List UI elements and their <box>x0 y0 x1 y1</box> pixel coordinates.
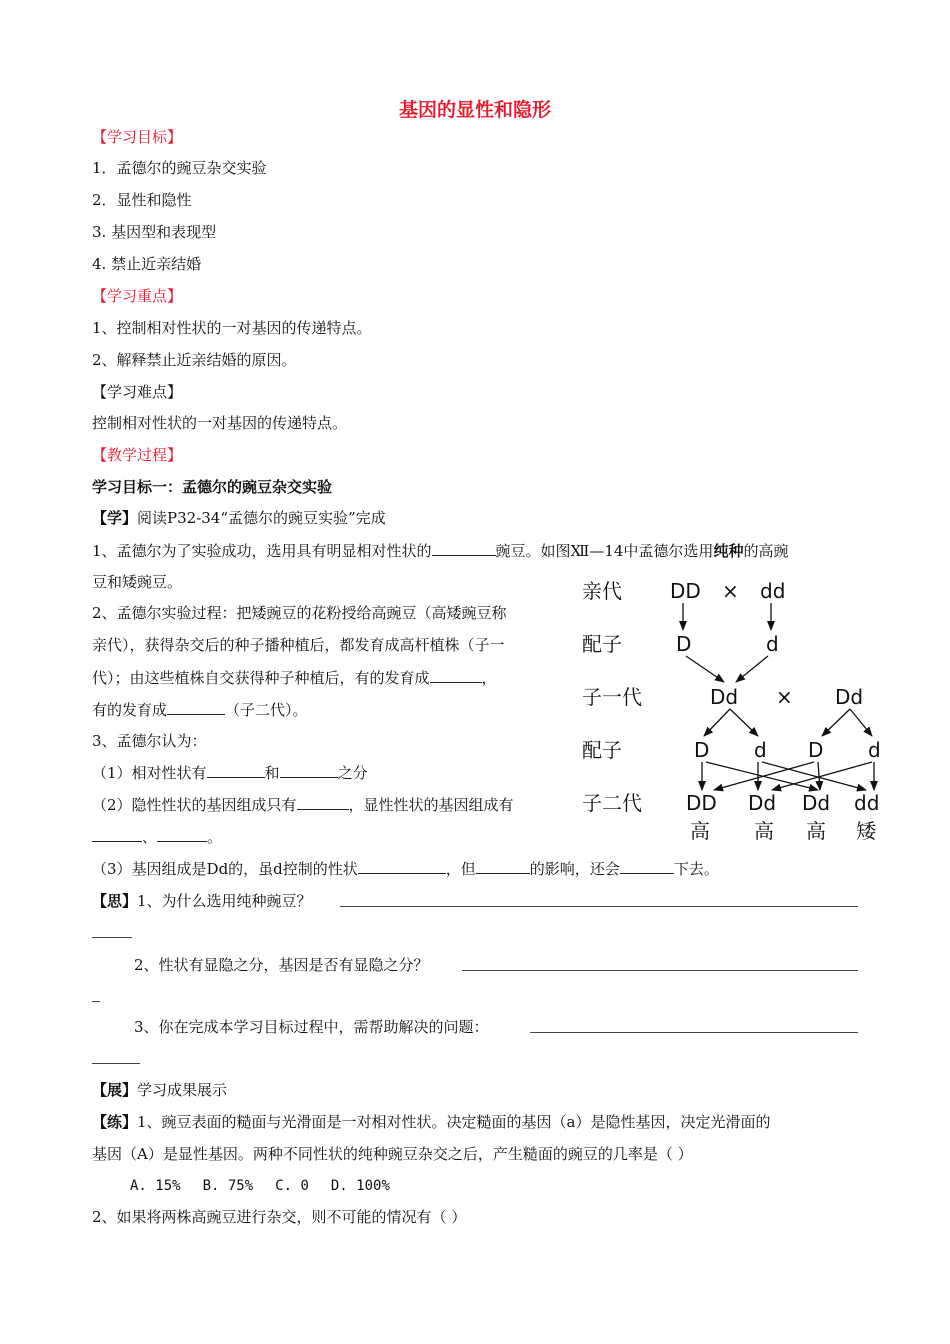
show-tag: 【展】 <box>92 1081 138 1099</box>
answer-blank[interactable] <box>92 826 142 842</box>
practice-question-2: 2、如果将两株高豌豆进行杂交，则不可能的情况有（ ） <box>92 1208 467 1226</box>
question-2-line-4 <box>92 699 308 720</box>
option-b[interactable]: B. 75% <box>202 1178 254 1194</box>
f1-left: Dd <box>710 685 739 709</box>
objective-item-1: 1．孟德尔的豌豆杂交实验 <box>92 159 267 177</box>
q1-text-b: 豌豆。如图Ⅻ—14中孟德尔选用 <box>495 542 714 560</box>
key-point-2: 2、解释禁止近亲结婚的原因。 <box>92 351 297 369</box>
learn-instruction <box>92 508 386 528</box>
answer-line[interactable] <box>92 1063 140 1064</box>
cross-symbol: × <box>722 579 739 603</box>
key-points-heading: 【学习重点】 <box>92 287 183 305</box>
parent-dd-dominant: DD <box>670 579 701 603</box>
f2-DD: DD <box>686 791 717 815</box>
q3-2-text-d: 。 <box>207 828 223 846</box>
practice-question-1-cont: 基因（A）是显性基因。两种不同性状的纯种豌豆杂交之后，产生糙面的豌豆的几率是（ ） <box>92 1145 693 1163</box>
q1-bold-term: 纯种 <box>713 542 744 560</box>
option-d[interactable]: D. 100% <box>330 1178 390 1194</box>
question-2-line-1: 2、孟德尔实验过程：把矮豌豆的花粉授给高豌豆（高矮豌豆称 <box>92 604 507 622</box>
question-2-line-3 <box>92 667 497 688</box>
f2-dd: dd <box>854 791 880 815</box>
page-title: 基因的显性和隐形 <box>398 99 551 121</box>
answer-blank[interactable] <box>358 858 446 874</box>
q3-1-text-c: 之分 <box>337 764 368 782</box>
answer-line[interactable] <box>462 970 858 971</box>
answer-line[interactable] <box>92 937 132 938</box>
phenotype-tall-2: 高 <box>754 819 774 843</box>
difficulty-heading: 【学习难点】 <box>92 383 183 401</box>
phenotype-short: 矮 <box>856 819 876 843</box>
phenotype-tall-1: 高 <box>690 819 710 843</box>
q3-3-text-a: （3）基因组成是Dd的，虽d控制的性状 <box>92 860 358 878</box>
think-question-1 <box>92 891 312 911</box>
goal-one-heading: 学习目标一：孟德尔的豌豆杂交实验 <box>92 478 333 496</box>
question-3-2-cont <box>92 826 222 847</box>
process-heading: 【教学过程】 <box>92 446 183 464</box>
question-3-3 <box>92 858 719 879</box>
answer-blank[interactable] <box>430 667 482 683</box>
practice-tag: 【练】 <box>92 1113 138 1131</box>
practice-question-1 <box>92 1112 771 1132</box>
question-2-line-2: 亲代），获得杂交后的种子播种植后，都发育成高杆植株（子一 <box>92 636 505 654</box>
gamete-D: D <box>676 632 692 656</box>
q2-text-b: ， <box>481 669 497 687</box>
gamete2-D-left: D <box>694 738 710 762</box>
objective-item-4: 4. 禁止近亲结婚 <box>92 255 202 273</box>
option-a[interactable]: A. 15% <box>130 1178 181 1194</box>
gamete2-d-right: d <box>868 738 881 762</box>
answer-blank[interactable] <box>297 794 349 810</box>
answer-blank[interactable] <box>432 540 496 556</box>
key-point-1: 1、控制相对性状的一对基因的传递特点。 <box>92 319 372 337</box>
objective-item-3: 3. 基因型和表现型 <box>92 223 217 241</box>
question-3-intro: 3、孟德尔认为： <box>92 732 207 750</box>
answer-blank[interactable] <box>207 762 265 778</box>
question-3-1 <box>92 762 368 783</box>
answer-blank[interactable] <box>476 858 530 874</box>
q3-3-text-b: ，但 <box>445 860 476 878</box>
question-1 <box>92 540 788 561</box>
practice-q1-line-1: 1、豌豆表面的糙面与光滑面是一对相对性状。决定糙面的基因（a）是隐性基因，决定光滑面的 <box>137 1113 771 1131</box>
question-3-2 <box>92 794 514 815</box>
answer-line[interactable] <box>530 1032 858 1033</box>
q3-3-text-d: 下去。 <box>673 860 719 878</box>
gamete2-d-left: d <box>754 738 767 762</box>
answer-blank[interactable] <box>167 699 225 715</box>
f2-Dd-2: Dd <box>802 791 831 815</box>
answer-blank[interactable] <box>157 826 207 842</box>
show-text: 学习成果展示 <box>137 1081 228 1099</box>
q3-1-text-b: 和 <box>264 764 280 782</box>
parent-dd-recessive: dd <box>760 579 786 603</box>
objectives-heading: 【学习目标】 <box>92 128 183 146</box>
row-label-parents: 亲代 <box>582 579 622 603</box>
f1-right: Dd <box>835 685 864 709</box>
f2-Dd-1: Dd <box>748 791 777 815</box>
learn-text: 阅读P32-34“孟德尔的豌豆实验”完成 <box>137 509 386 527</box>
think-question-2: 2、性状有显隐之分，基因是否有显隐之分？ <box>134 956 429 974</box>
q2-text-a: 代）；由这些植株自交获得种子种植后，有的发育成 <box>92 669 430 687</box>
q2-text-d: （子二代）。 <box>225 701 308 719</box>
option-c[interactable]: C. 0 <box>275 1178 309 1194</box>
show-section <box>92 1080 227 1100</box>
think-tag: 【思】 <box>92 892 138 910</box>
options-row <box>130 1176 390 1196</box>
q1-text-a: 1、孟德尔为了实验成功，选用具有明显相对性状的 <box>92 542 432 560</box>
question-1-cont: 豆和矮豌豆。 <box>92 573 183 591</box>
row-label-f2: 子二代 <box>582 791 642 815</box>
q2-text-c: 有的发育成 <box>92 701 168 719</box>
learn-tag: 【学】 <box>92 509 138 527</box>
answer-blank[interactable] <box>280 762 338 778</box>
q3-2-text-c: 、 <box>142 828 158 846</box>
genetic-cross-diagram <box>575 570 895 850</box>
answer-line[interactable] <box>92 1001 100 1002</box>
think-q1-text: 1、为什么选用纯种豌豆？ <box>137 892 312 910</box>
answer-blank[interactable] <box>620 858 674 874</box>
row-label-gametes: 配子 <box>582 632 622 656</box>
q3-2-text-b: ，显性性状的基因组成有 <box>348 796 514 814</box>
answer-line[interactable] <box>340 906 858 907</box>
think-question-3: 3、你在完成本学习目标过程中，需帮助解决的问题： <box>134 1018 489 1036</box>
q3-3-text-c: 的影响，还会 <box>529 860 620 878</box>
q1-text-c: 的高豌 <box>743 542 789 560</box>
difficulty-text: 控制相对性状的一对基因的传递特点。 <box>92 414 348 432</box>
objective-item-2: 2．显性和隐性 <box>92 191 192 209</box>
q3-1-text-a: （1）相对性状有 <box>92 764 207 782</box>
row-label-gametes-2: 配子 <box>582 738 622 762</box>
gamete2-D-right: D <box>808 738 824 762</box>
gamete-d: d <box>766 632 779 656</box>
row-label-f1: 子一代 <box>582 685 642 709</box>
cross-symbol: × <box>776 685 793 709</box>
phenotype-tall-3: 高 <box>806 819 826 843</box>
q3-2-text-a: （2）隐性性状的基因组成只有 <box>92 796 297 814</box>
